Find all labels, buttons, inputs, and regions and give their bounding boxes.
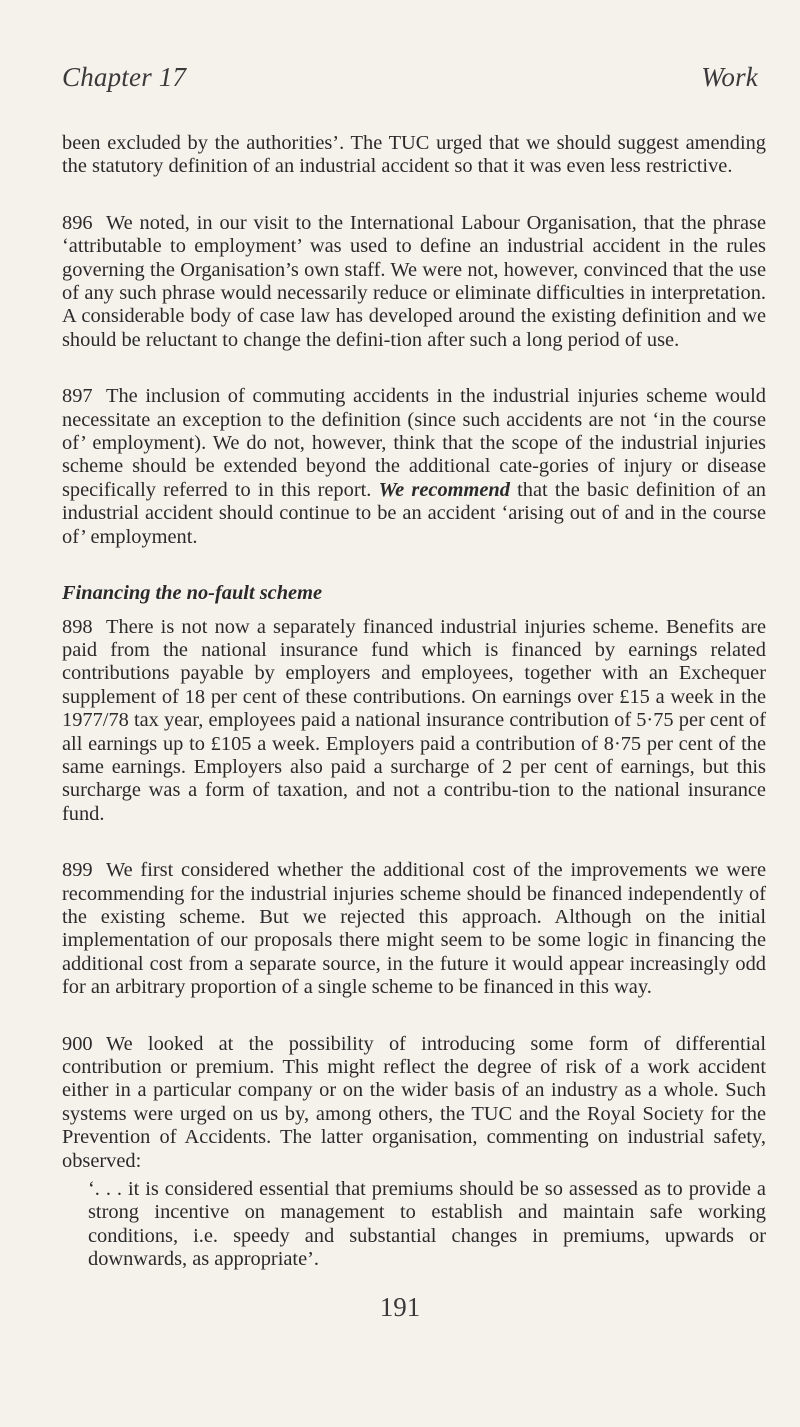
paragraph-899: [62, 859, 766, 999]
paragraph-900: [62, 1033, 766, 1173]
block-quote: [88, 1178, 766, 1272]
section-heading: Financing the no-fault scheme: [62, 582, 323, 605]
paragraph-number: 900: [62, 1032, 93, 1055]
page-number: 191: [379, 1292, 421, 1322]
quote-text: ‘. . . it is considered essential that premiums should be so assessed as to provide a strong incentive on management to establish and maintain safe working conditions, i.e. speedy and substantial changes in premiums, upwards or downwards, as appropriate’.: [88, 1178, 766, 1271]
running-head: [62, 62, 758, 93]
paragraph-number: 897: [62, 385, 93, 408]
paragraph-text: The inclusion of commuting accidents in the industrial injuries scheme would necessitate an exception to the definition (since such accidents are not ‘in the course of’ employment). We do not, however, think that the scope of the industrial injuries scheme should be extended beyond the additional cate-gories of injury or disease specifically referred to in this report.: [62, 385, 766, 501]
paragraph-text: We noted, in our visit to the International Labour Organisation, that the phrase ‘attributable to employment’ was used to define an industrial accident in the rules governing the Organisation’s own staff. We were not, however, convinced that the use of any such phrase would necessarily reduce or eliminate difficulties in interpretation. A considerable body of case law has developed around the existing definition and we should be reluctant to change the defini-tion after such a long period of use.: [62, 211, 766, 351]
paragraph-text: There is not now a separately financed industrial injuries scheme. Benefits are paid from the national insurance fund which is financed by earnings related contributions payable by employers and employees, together with an Exchequer supplement of 18 per cent of these contributions. On earnings over £15 a week in the 1977/78 tax year, employees paid a national insurance contribution of 5·75 per cent of all earnings up to £105 a week. Employers paid a contribution of 8·75 per cent of the same earnings. Employers also paid a surcharge of 2 per cent of earnings, but this surcharge was a form of taxation, and not a contribu-tion to the national insurance fund.: [62, 615, 766, 825]
paragraph-text-continued: that the basic definition of an industrial accident should continue to be an accident ‘arising out of and in the course of’ employment.: [62, 478, 766, 548]
paragraph-continuation: [62, 132, 766, 179]
paragraph-number: 899: [62, 859, 93, 882]
paragraph-text: We looked at the possibility of introducing some form of differential contribution or premium. This might reflect the degree of risk of a work accident either in a particular company or on the wider basis of an industry as a whole. Such systems were urged on us by, among others, the TUC and the Royal Society for the Prevention of Accidents. The latter organisation, commenting on industrial safety, observed:: [62, 1032, 766, 1172]
paragraph-number: 896: [62, 211, 93, 234]
paragraph-text: We first considered whether the additional cost of the improvements we were recommending for the industrial injuries scheme should be financed independently of the existing scheme. But we rejected this approach. Although on the initial implementation of our proposals there might seem to be some logic in financing the additional cost from a separate source, in the future it would appear increasingly odd for an arbitrary proportion of a single scheme to be financed in this way.: [62, 859, 766, 999]
paragraph-898: [62, 616, 766, 827]
paragraph-896: [62, 212, 766, 352]
section-label: Work: [701, 62, 758, 92]
recommendation-emphasis: We recommend: [378, 478, 510, 501]
body-text: [62, 132, 766, 1272]
paragraph-897: [62, 385, 766, 549]
paragraph-text: been excluded by the authorities’. The TUC urged that we should suggest amending the statutory definition of an industrial accident so that it was even less restrictive.: [62, 132, 766, 178]
chapter-label: Chapter 17: [62, 62, 187, 92]
paragraph-number: 898: [62, 615, 93, 638]
